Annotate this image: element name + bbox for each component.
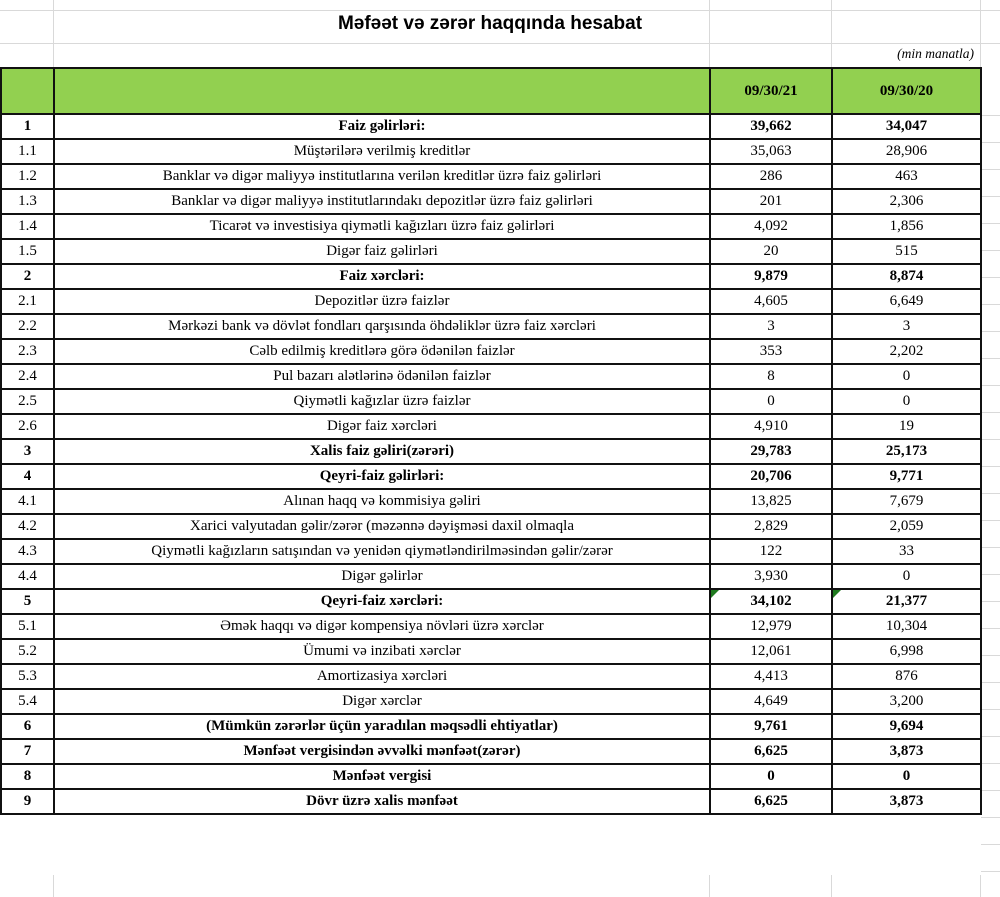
- row-number-cell[interactable]: [1, 464, 54, 489]
- row-number-cell-text: 6: [23, 718, 32, 734]
- row-number-cell[interactable]: [1, 189, 54, 214]
- row-label-cell-text: Ümumi və inzibati xərclər: [303, 643, 461, 659]
- row-label-cell-text: Xalis faiz gəliri(zərəri): [309, 443, 455, 459]
- row-label-cell-text: Digər faiz gəlirləri: [326, 243, 438, 259]
- value-cell-2021[interactable]: [710, 589, 832, 614]
- page-title: Məfəət və zərər haqqında hesabat: [337, 13, 643, 34]
- gridline: [980, 875, 981, 897]
- value-cell-2021-text: 39,662: [750, 118, 792, 134]
- value-cell-2021-text: 8: [767, 368, 775, 384]
- value-cell-2021-text: 12,979: [750, 618, 792, 634]
- value-cell-2021[interactable]: [710, 439, 832, 464]
- value-cell-2021[interactable]: [710, 514, 832, 539]
- row-number-cell[interactable]: [1, 389, 54, 414]
- row-label-cell-text: Depozitlər üzrə faizlər: [314, 293, 450, 309]
- value-cell-2021-text: 3: [767, 318, 775, 334]
- value-cell-2021[interactable]: [710, 639, 832, 664]
- value-cell-2020[interactable]: [832, 239, 981, 264]
- row-label-cell-text: Mərkəzi bank və dövlət fondları qarşısında öhdəliklər üzrə faiz xərcləri: [168, 318, 596, 334]
- value-cell-2020[interactable]: [832, 764, 981, 789]
- value-cell-2020-text: 6,998: [889, 643, 924, 659]
- value-cell-2021[interactable]: [710, 189, 832, 214]
- row-label-cell-text: Amortizasiya xərcləri: [316, 668, 448, 684]
- value-cell-2021-text: 34,102: [750, 593, 792, 609]
- table-row: [1, 389, 981, 414]
- error-indicator-icon: [833, 590, 841, 598]
- value-cell-2020[interactable]: [832, 489, 981, 514]
- row-number-cell[interactable]: [1, 414, 54, 439]
- value-cell-2020-text: 2,306: [889, 193, 924, 209]
- value-cell-2021[interactable]: [710, 289, 832, 314]
- profit-loss-table: [0, 67, 982, 815]
- value-cell-2020[interactable]: [832, 189, 981, 214]
- value-cell-2021-text: 4,910: [754, 418, 788, 434]
- row-number-cell-text: 1.1: [18, 143, 37, 159]
- row-label-cell[interactable]: [54, 389, 710, 414]
- table-row: [1, 339, 981, 364]
- row-label-cell-text: Ticarət və investisiya qiymətli kağızları üzrə faiz gəlirləri: [209, 218, 555, 234]
- table-row: [1, 489, 981, 514]
- row-label-cell[interactable]: [54, 639, 710, 664]
- row-label-cell-text: (Mümkün zərərlər üçün yaradılan məqsədli ehtiyatlar): [206, 718, 558, 734]
- table-row: [1, 314, 981, 339]
- table-row: [1, 614, 981, 639]
- value-cell-2021[interactable]: [710, 664, 832, 689]
- row-number-cell[interactable]: [1, 639, 54, 664]
- row-number-cell[interactable]: [1, 539, 54, 564]
- value-cell-2021-text: 20: [763, 243, 779, 259]
- value-cell-2021-text: 9,879: [754, 268, 788, 284]
- row-number-cell-text: 2.2: [18, 318, 37, 334]
- row-number-cell-text: 4: [23, 468, 32, 484]
- row-label-cell[interactable]: [54, 164, 710, 189]
- header-cell-number[interactable]: [1, 68, 54, 114]
- table-row: [1, 639, 981, 664]
- row-label-cell-text: Digər xərclər: [342, 693, 422, 709]
- value-cell-2020[interactable]: [832, 164, 981, 189]
- row-label-cell[interactable]: [54, 439, 710, 464]
- value-cell-2021[interactable]: [710, 164, 832, 189]
- value-cell-2021-text: 2,829: [754, 518, 788, 534]
- row-label-cell-text: Qiymətli kağızların satışından və yenidən qiymətləndirilməsindən gəlir/zərər: [151, 543, 613, 559]
- value-cell-2021[interactable]: [710, 564, 832, 589]
- value-cell-2021-text: 4,649: [754, 693, 788, 709]
- value-cell-2021[interactable]: [710, 414, 832, 439]
- table-row: [1, 714, 981, 739]
- value-cell-2021[interactable]: [710, 389, 832, 414]
- row-number-cell[interactable]: [1, 439, 54, 464]
- value-cell-2021-text: 3,930: [754, 568, 788, 584]
- gridline: [709, 875, 710, 897]
- value-cell-2021[interactable]: [710, 789, 832, 814]
- header-cell-description[interactable]: [54, 68, 710, 114]
- value-cell-2020[interactable]: [832, 139, 981, 164]
- value-cell-2021-text: 29,783: [750, 443, 792, 459]
- table-row: [1, 789, 981, 814]
- value-cell-2020-text: 9,694: [889, 718, 924, 734]
- row-number-cell[interactable]: [1, 689, 54, 714]
- row-label-cell[interactable]: [54, 214, 710, 239]
- value-cell-2020-text: 0: [902, 768, 911, 784]
- value-cell-2021-text: 4,413: [754, 668, 788, 684]
- value-cell-2020-text: 515: [895, 243, 918, 259]
- value-cell-2021[interactable]: [710, 739, 832, 764]
- value-cell-2020-text: 34,047: [885, 118, 928, 134]
- value-cell-2020[interactable]: [832, 464, 981, 489]
- value-cell-2020[interactable]: [832, 689, 981, 714]
- gridline: [0, 10, 1000, 11]
- value-cell-2020-text: 6,649: [889, 293, 924, 309]
- table-row: [1, 164, 981, 189]
- value-cell-2020-text: 876: [895, 668, 918, 684]
- value-cell-2020-text: 3,200: [889, 693, 924, 709]
- value-cell-2020-text: 463: [895, 168, 918, 184]
- value-cell-2020[interactable]: [832, 264, 981, 289]
- row-label-cell[interactable]: [54, 714, 710, 739]
- row-number-cell-text: 3: [23, 443, 32, 459]
- row-number-cell[interactable]: [1, 764, 54, 789]
- table-row: [1, 539, 981, 564]
- error-indicator-icon: [711, 590, 719, 598]
- row-number-cell[interactable]: [1, 664, 54, 689]
- row-label-cell[interactable]: [54, 589, 710, 614]
- value-cell-2021-text: 122: [759, 543, 783, 559]
- value-cell-2021[interactable]: [710, 764, 832, 789]
- value-cell-2021-text: 9,761: [754, 718, 788, 734]
- value-cell-2020[interactable]: [832, 789, 981, 814]
- row-label-cell-text: Əmək haqqı və digər kompensiya növləri üzrə xərclər: [220, 618, 544, 634]
- row-label-cell-text: Alınan haqq və kommisiya gəliri: [283, 493, 481, 509]
- value-cell-2020-text: 7,679: [889, 493, 924, 509]
- table-row: [1, 464, 981, 489]
- row-number-cell-text: 5.3: [18, 668, 37, 684]
- value-cell-2020[interactable]: [832, 314, 981, 339]
- row-number-cell-text: 2.3: [18, 343, 37, 359]
- row-label-cell[interactable]: [54, 739, 710, 764]
- row-label-cell-text: Faiz xərcləri:: [339, 268, 425, 284]
- gridline: [980, 0, 981, 67]
- value-cell-2021[interactable]: [710, 539, 832, 564]
- value-cell-2020[interactable]: [832, 614, 981, 639]
- table-row: [1, 239, 981, 264]
- value-cell-2020[interactable]: [832, 714, 981, 739]
- header-cell-date-2020[interactable]: 09/30/20: [832, 68, 981, 114]
- row-number-cell-text: 2.6: [18, 418, 37, 434]
- row-number-cell[interactable]: [1, 289, 54, 314]
- row-number-cell-text: 1.5: [18, 243, 37, 259]
- table-row: [1, 414, 981, 439]
- row-label-cell-text: Cəlb edilmiş kreditlərə görə ödənilən faizlər: [249, 343, 515, 359]
- value-cell-2020-text: 9,771: [889, 468, 924, 484]
- value-cell-2021[interactable]: [710, 489, 832, 514]
- row-label-cell[interactable]: [54, 539, 710, 564]
- value-cell-2020[interactable]: [832, 564, 981, 589]
- row-number-cell-text: 4.4: [18, 568, 37, 584]
- row-number-cell[interactable]: [1, 364, 54, 389]
- value-cell-2020-text: 8,874: [889, 268, 924, 284]
- value-cell-2021[interactable]: [710, 264, 832, 289]
- value-cell-2020[interactable]: [832, 639, 981, 664]
- value-cell-2020[interactable]: [832, 539, 981, 564]
- value-cell-2021[interactable]: [710, 139, 832, 164]
- table-row: [1, 664, 981, 689]
- row-number-cell-text: 1.4: [18, 218, 37, 234]
- row-label-cell-text: Banklar və digər maliyyə institutlarına verilən kreditlər üzrə faiz gəlirləri: [162, 168, 602, 184]
- row-number-cell-text: 2.1: [18, 293, 37, 309]
- row-label-cell-text: Banklar və digər maliyyə institutlarındakı depozitlər üzrə faiz gəlirləri: [171, 193, 593, 209]
- header-row: [1, 68, 981, 114]
- row-number-cell[interactable]: [1, 614, 54, 639]
- row-label-cell[interactable]: [54, 314, 710, 339]
- value-cell-2021-text: 286: [759, 168, 783, 184]
- row-label-cell[interactable]: [54, 789, 710, 814]
- value-cell-2020-text: 10,304: [885, 618, 928, 634]
- row-number-cell-text: 1: [23, 118, 32, 134]
- row-number-cell[interactable]: [1, 139, 54, 164]
- table-row: [1, 589, 981, 614]
- value-cell-2021[interactable]: [710, 239, 832, 264]
- row-label-cell-text: Qiymətli kağızlar üzrə faizlər: [293, 393, 471, 409]
- value-cell-2021-text: 4,605: [754, 293, 788, 309]
- row-number-cell-text: 4.2: [18, 518, 37, 534]
- row-label-cell[interactable]: [54, 364, 710, 389]
- value-cell-2021[interactable]: [710, 464, 832, 489]
- gridline: [0, 43, 1000, 44]
- value-cell-2021-text: 201: [759, 193, 783, 209]
- value-cell-2020-text: 33: [899, 543, 914, 559]
- row-label-cell[interactable]: [54, 664, 710, 689]
- table-row: [1, 364, 981, 389]
- row-number-cell[interactable]: [1, 339, 54, 364]
- value-cell-2020[interactable]: [832, 339, 981, 364]
- value-cell-2020-text: 21,377: [885, 593, 928, 609]
- value-cell-2020[interactable]: [832, 389, 981, 414]
- value-cell-2020-text: 2,202: [889, 343, 924, 359]
- row-number-cell-text: 9: [23, 793, 32, 809]
- row-number-cell-text: 5.2: [18, 643, 37, 659]
- value-cell-2020[interactable]: [832, 114, 981, 139]
- row-number-cell[interactable]: [1, 789, 54, 814]
- table-row: [1, 264, 981, 289]
- table-row: [1, 189, 981, 214]
- value-cell-2020-text: 2,059: [889, 518, 924, 534]
- value-cell-2021[interactable]: [710, 339, 832, 364]
- value-cell-2021[interactable]: [710, 114, 832, 139]
- value-cell-2020[interactable]: [832, 214, 981, 239]
- row-number-cell[interactable]: [1, 164, 54, 189]
- value-cell-2021-text: 35,063: [750, 143, 792, 159]
- value-cell-2021-text: 6,625: [754, 793, 788, 809]
- row-label-cell[interactable]: [54, 464, 710, 489]
- row-number-cell[interactable]: [1, 589, 54, 614]
- table-row: [1, 764, 981, 789]
- value-cell-2021[interactable]: [710, 364, 832, 389]
- row-number-cell[interactable]: [1, 489, 54, 514]
- row-number-cell[interactable]: [1, 264, 54, 289]
- row-label-cell[interactable]: [54, 614, 710, 639]
- value-cell-2021-text: 13,825: [750, 493, 792, 509]
- units-note: (min manatla): [897, 46, 974, 61]
- row-label-cell[interactable]: [54, 489, 710, 514]
- row-number-cell-text: 5.4: [18, 693, 37, 709]
- table-row: [1, 514, 981, 539]
- row-number-cell[interactable]: [1, 239, 54, 264]
- row-number-cell[interactable]: [1, 514, 54, 539]
- table-row: [1, 289, 981, 314]
- table-row: [1, 689, 981, 714]
- row-label-cell[interactable]: [54, 689, 710, 714]
- value-cell-2020[interactable]: [832, 439, 981, 464]
- row-number-cell[interactable]: [1, 214, 54, 239]
- row-number-cell[interactable]: [1, 564, 54, 589]
- value-cell-2021[interactable]: [710, 714, 832, 739]
- value-cell-2021-text: 12,061: [750, 643, 792, 659]
- row-number-cell-text: 5.1: [18, 618, 37, 634]
- row-label-cell[interactable]: [54, 564, 710, 589]
- value-cell-2020[interactable]: [832, 364, 981, 389]
- row-number-cell[interactable]: [1, 114, 54, 139]
- row-label-cell[interactable]: [54, 239, 710, 264]
- row-label-cell-text: Pul bazarı alətlərinə ödənilən faizlər: [273, 368, 491, 384]
- table-row: [1, 139, 981, 164]
- row-label-cell[interactable]: [54, 264, 710, 289]
- gridline-row-ticks: [981, 115, 1000, 877]
- row-number-cell-text: 5: [23, 593, 32, 609]
- gridline: [53, 875, 54, 897]
- row-number-cell[interactable]: [1, 714, 54, 739]
- row-label-cell[interactable]: [54, 764, 710, 789]
- row-label-cell[interactable]: [54, 414, 710, 439]
- value-cell-2021[interactable]: [710, 689, 832, 714]
- value-cell-2021[interactable]: [710, 614, 832, 639]
- value-cell-2021-text: 4,092: [754, 218, 788, 234]
- header-cell-date-2021[interactable]: 09/30/21: [710, 68, 832, 114]
- value-cell-2021-text: 353: [759, 343, 783, 359]
- row-label-cell-text: Digər faiz xərcləri: [327, 418, 437, 434]
- table-row: [1, 439, 981, 464]
- value-cell-2020-text: 28,906: [885, 143, 928, 159]
- row-number-cell-text: 1.3: [18, 193, 37, 209]
- value-cell-2021[interactable]: [710, 214, 832, 239]
- table-row: [1, 214, 981, 239]
- row-number-cell-text: 2.5: [18, 393, 37, 409]
- value-cell-2021-text: 0: [767, 393, 775, 409]
- value-cell-2020[interactable]: [832, 414, 981, 439]
- row-number-cell[interactable]: [1, 739, 54, 764]
- row-label-cell-text: Dövr üzrə xalis mənfəət: [306, 793, 458, 809]
- row-label-cell-text: Faiz gəlirləri:: [338, 118, 426, 134]
- value-cell-2021[interactable]: [710, 314, 832, 339]
- row-label-cell[interactable]: [54, 189, 710, 214]
- gridline: [831, 875, 832, 897]
- value-cell-2020[interactable]: [832, 514, 981, 539]
- row-label-cell-text: Xarici valyutadan gəlir/zərər (məzənnə dəyişməsi daxil olmaqla: [189, 518, 574, 534]
- row-number-cell-text: 1.2: [18, 168, 37, 184]
- row-label-cell[interactable]: [54, 139, 710, 164]
- value-cell-2020-text: 3,873: [889, 743, 924, 759]
- value-cell-2020-text: 3: [902, 318, 911, 334]
- value-cell-2020-text: 0: [902, 393, 911, 409]
- value-cell-2020-text: 0: [902, 568, 911, 584]
- row-number-cell-text: 4.3: [18, 543, 37, 559]
- row-number-cell-text: 2: [23, 268, 32, 284]
- row-number-cell-text: 8: [23, 768, 32, 784]
- row-label-cell-text: Mənfəət vergisi: [332, 768, 432, 784]
- row-label-cell[interactable]: [54, 114, 710, 139]
- row-label-cell[interactable]: [54, 514, 710, 539]
- row-label-cell[interactable]: [54, 289, 710, 314]
- value-cell-2020-text: 1,856: [889, 218, 924, 234]
- table-row: [1, 114, 981, 139]
- value-cell-2021-text: 6,625: [754, 743, 788, 759]
- table-row: [1, 564, 981, 589]
- row-number-cell-text: 7: [23, 743, 32, 759]
- value-cell-2020-text: 25,173: [885, 443, 928, 459]
- value-cell-2020-text: 19: [899, 418, 914, 434]
- value-cell-2020[interactable]: [832, 589, 981, 614]
- value-cell-2020-text: 3,873: [889, 793, 924, 809]
- row-label-cell-text: Digər gəlirlər: [341, 568, 423, 584]
- value-cell-2021-text: 20,706: [750, 468, 792, 484]
- table-row: [1, 739, 981, 764]
- row-label-cell[interactable]: [54, 339, 710, 364]
- value-cell-2020-text: 0: [902, 368, 911, 384]
- row-label-cell-text: Qeyri-faiz gəlirləri:: [319, 468, 445, 484]
- row-number-cell-text: 2.4: [18, 368, 37, 384]
- value-cell-2021-text: 0: [767, 768, 775, 784]
- row-label-cell-text: Mənfəət vergisindən əvvəlki mənfəət(zərər): [243, 743, 521, 759]
- value-cell-2020[interactable]: [832, 739, 981, 764]
- value-cell-2020[interactable]: [832, 289, 981, 314]
- row-number-cell[interactable]: [1, 314, 54, 339]
- value-cell-2020[interactable]: [832, 664, 981, 689]
- row-label-cell-text: Müştərilərə verilmiş kreditlər: [293, 143, 471, 159]
- row-label-cell-text: Qeyri-faiz xərcləri:: [320, 593, 444, 609]
- row-number-cell-text: 4.1: [18, 493, 37, 509]
